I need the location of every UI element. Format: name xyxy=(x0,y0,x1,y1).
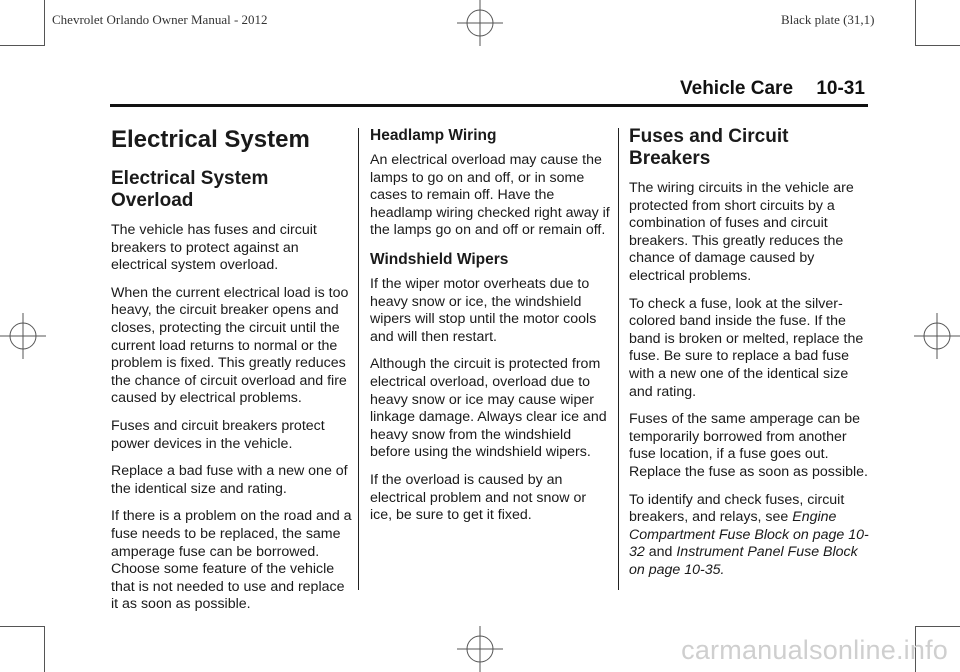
paragraph: Fuses of the same amperage can be temporarily borrowed from another fuse location, if a fuse goes out. Replace the fuse as soon as possible. xyxy=(629,411,868,480)
page-number: 10-31 xyxy=(816,78,865,99)
crop-mark xyxy=(915,0,916,46)
paragraph: If the wiper motor overheats due to heavy snow or ice, the windshield wipers will stop until the motor cools and will then restart. xyxy=(370,275,597,345)
paragraph: Replace a bad fuse with a new one of the identical size and rating. xyxy=(111,463,348,497)
crop-mark xyxy=(0,45,44,46)
heading-overload: Electrical System Overload xyxy=(111,168,269,211)
paragraph: An electrical overload may cause the lamps to go on and off, or in some cases to remain off. Have the headlamp wiring checked right away if the lamps go on and off or remain off. xyxy=(370,152,610,239)
paragraph: The wiring circuits in the vehicle are protected from short circuits by a combination of fuses and circuit breakers. This greatly reduces the chance of damage caused by electrical problems. xyxy=(629,180,854,284)
paragraph: Fuses and circuit breakers protect power devices in the vehicle. xyxy=(111,417,325,452)
column-electrical-system xyxy=(111,126,355,624)
crop-mark xyxy=(44,0,45,46)
heading-windshield-wipers: Windshield Wipers xyxy=(370,250,509,268)
paragraph-references xyxy=(629,492,869,580)
registration-mark-top xyxy=(457,0,503,46)
paragraph: To check a fuse, look at the silver-colored band inside the fuse. If the band is broken or melted, replace the fuse. Be sure to replace a bad fuse with a new one of the identical size and rating. xyxy=(629,295,864,400)
conjunction: and xyxy=(648,544,673,561)
column-headlamp-wipers xyxy=(370,126,610,535)
paragraph: Although the circuit is protected from electrical overload, overload due to heavy snow or ice may cause wiper linkage damage. Always clear ice and heavy snow from the windshield before using the windshield wipers. xyxy=(370,356,607,461)
heading-headlamp-wiring: Headlamp Wiring xyxy=(370,127,497,144)
page-title: Electrical System xyxy=(111,126,310,153)
reference-intro: To identify and check fuses, circuit breakers, and relays, see xyxy=(629,491,845,526)
column-divider xyxy=(618,128,619,590)
registration-mark-bottom xyxy=(457,626,503,672)
paragraph: When the current electrical load is too heavy, the circuit breaker opens and closes, protecting the circuit until the current load returns to normal or the problem is fixed. This greatly reduces the chance of circuit overload and fire caused by electrical problems. xyxy=(111,284,349,407)
paragraph: If there is a problem on the road and a fuse needs to be replaced, the same amperage fuse can be borrowed. Choose some feature of the vehicle that is not needed to use and replace it as soon as possible. xyxy=(111,508,352,613)
registration-mark-right xyxy=(914,313,960,359)
plate-label-left: Chevrolet Orlando Owner Manual - 2012 xyxy=(52,12,268,27)
paragraph: If the overload is caused by an electrical problem and not snow or ice, be sure to get it fixed. xyxy=(370,471,587,524)
crop-mark xyxy=(44,626,45,672)
heading-fuses-circuit-breakers: Fuses and Circuit Breakers xyxy=(629,126,789,169)
section-title: Vehicle Care xyxy=(680,78,794,99)
link-instrument-panel-fuse-block[interactable]: Instrument Panel Fuse Block on page 10-35. xyxy=(629,544,858,578)
plate-label-right: Black plate (31,1) xyxy=(781,12,875,27)
crop-mark xyxy=(916,626,960,627)
registration-mark-left xyxy=(0,313,46,359)
running-head xyxy=(680,78,865,100)
watermark: carmanualsonline.info xyxy=(681,635,948,665)
link-engine-fuse-block[interactable]: Engine Compartment Fuse Block on page 10-32 xyxy=(629,509,869,561)
column-fuses xyxy=(629,126,869,589)
column-divider xyxy=(358,128,359,590)
crop-mark xyxy=(0,626,44,627)
crop-mark xyxy=(916,45,960,46)
header-rule xyxy=(110,104,868,107)
paragraph: The vehicle has fuses and circuit breakers to protect against an electrical system overload. xyxy=(111,222,317,274)
